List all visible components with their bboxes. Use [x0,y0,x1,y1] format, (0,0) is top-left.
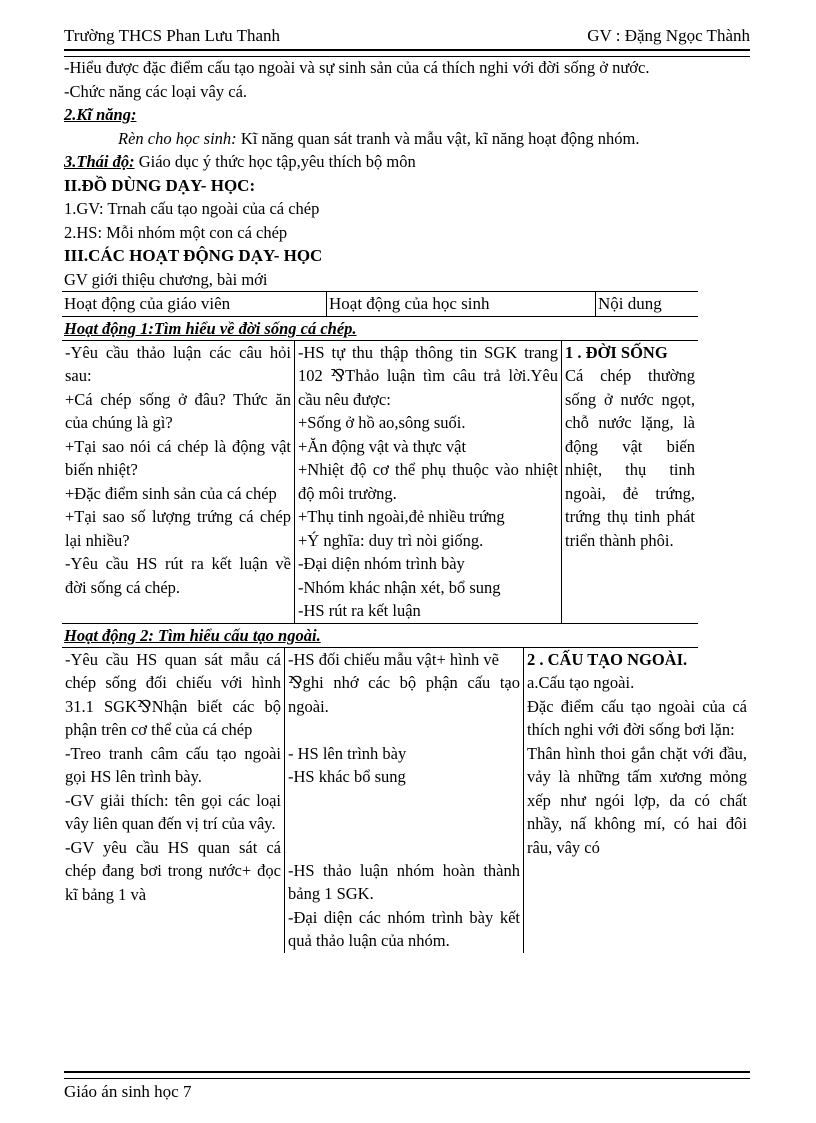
skills-text: Kĩ năng quan sát tranh và mẫu vật, kĩ năng hoạt động nhóm. [236,128,640,148]
student-line: +Thụ tinh ngoài,đẻ nhiều trứng [298,507,505,526]
student-line: ⅋ghi nhớ các bộ phận cấu tạo ngoài. [288,673,520,716]
skills-heading: 2.Kĩ năng: [64,105,137,124]
student-line [288,718,520,742]
content-title: 2 . CẤU TẠO NGOÀI. [527,649,688,669]
teacher-line: -Treo tranh câm cấu tạo ngoài gọi HS lên trình bày. [65,743,281,786]
activity2-student-cell [285,648,524,953]
equipment-gv: 1.GV: Trnah cấu tạo ngoài của cá chép [64,199,320,218]
student-line: +Ăn động vật và thực vật [298,436,467,456]
column-header-content: Nội dung [596,292,699,317]
student-line: +Ý nghĩa: duy trì nòi giống. [298,530,484,550]
knowledge-line: -Hiểu được đặc điểm cấu tạo ngoài và sự sinh sản của cá thích nghi với đời sống ở nước. [64,58,650,77]
page-footer: Giáo án sinh học 7 [64,1082,192,1101]
attitude-text: Giáo dục ý thức học tập,yêu thích bộ môn [134,152,416,171]
activity2-title: Hoạt động 2: Tìm hiểu cấu tạo ngoài. [62,624,698,648]
column-header-teacher: Hoạt động của giáo viên [62,292,327,317]
activity1-teacher-cell [62,341,295,624]
student-line: -HS tự thu thập thông tin SGK trang 102 ⅋Thảo luận tìm câu trả lời.Yêu cầu nêu được: [298,342,558,409]
student-line: -HS rút ra kết luận [298,601,421,620]
student-line: +Nhiệt độ cơ thể phụ thuộc vào nhiệt độ môi trường. [298,460,558,503]
activity1-content-cell [562,341,699,624]
teacher-name: GV : Đặng Ngọc Thành [587,26,750,45]
student-line: -HS đối chiếu mẫu vật+ hình vẽ [288,649,499,669]
student-line: -HS khác bổ sung [288,767,406,786]
content-text: Đặc điểm cấu tạo ngoài của cá thích nghi với đời sống bơi lặn: [527,696,747,739]
activities-intro: GV giới thiệu chương, bài mới [64,269,268,289]
document-body [64,56,750,953]
school-name: Trường THCS Phan Lưu Thanh [64,26,281,45]
skills-intro: Rèn cho học sinh: [118,128,237,148]
equipment-heading: II.ĐỒ DÙNG DẠY- HỌC: [64,175,256,195]
content-text: Cá chép thường sống ở nước ngọt, chỗ nước lặng, là động vật biến nhiệt, thụ tinh ngoài, đẻ trứng, trứng thụ tinh phát triển thành phôi. [565,366,695,550]
teacher-line: +Đặc điểm sinh sản của cá chép [65,483,277,503]
student-line: +Sống ở hồ ao,sông suối. [298,413,466,432]
teacher-line: +Tại sao số lượng trứng cá chép lại nhiều? [65,507,291,550]
student-line: - HS lên trình bày [288,743,407,763]
attitude-paragraph [64,150,750,174]
activity-table-header [62,291,698,317]
teacher-line: -GV giải thích: tên gọi các loại vây liên quan đến vị trí của vây. [65,790,281,833]
activities-heading: III.CÁC HOẠT ĐỘNG DẠY- HỌC [64,246,323,265]
column-header-student: Hoạt động của học sinh [327,292,596,317]
teacher-line: +Tại sao nói cá chép là động vật biến nhiệt? [65,436,291,479]
activity2-content-cell [524,648,751,953]
teacher-line: -GV yêu cầu HS quan sát cá chép đang bơi trong nước+ đọc kĩ bảng 1 và [65,837,281,904]
teacher-line: -Yêu cầu thảo luận các câu hỏi sau: [65,342,291,385]
activity1-student-cell [295,341,562,624]
activity1-title: Hoạt động 1:Tìm hiểu về đời sống cá chép. [62,317,698,341]
student-line: -Nhóm khác nhận xét, bổ sung [298,577,501,597]
teacher-line: -Yêu cầu HS rút ra kết luận về đời sống cá chép. [65,554,291,597]
student-line: -Đại diện nhóm trình bày [298,554,465,573]
equipment-hs: 2.HS: Mỗi nhóm một con cá chép [64,222,288,242]
activity2-table [62,648,750,953]
knowledge-line: -Chức năng các loại vây cá. [64,81,248,101]
skills-paragraph [64,127,750,151]
attitude-heading: 3.Thái độ: [64,152,135,171]
spacer [288,789,520,859]
activity1-table [62,341,698,624]
teacher-line: +Cá chép sống ở đâu? Thức ăn của chúng là gì? [65,389,291,432]
footer-rule [64,1071,750,1079]
content-title: 1 . ĐỜI SỐNG [565,342,668,362]
teacher-line: -Yêu cầu HS quan sát mẫu cá chép sống đối chiếu với hình 31.1 SGK⅋Nhận biết các bộ phận trên cơ thể của cá chép [65,649,281,739]
content-text: Thân hình thoi gắn chặt với đầu, vảy là những tấm xương mỏng xếp như ngói lợp, da có chất nhầy, nấ không mí, có hai đôi râu, vây có [527,743,747,857]
student-line: -HS thảo luận nhóm hoàn thành bảng 1 SGK. [288,860,520,903]
student-line: -Đại diện các nhóm trình bày kết quả thảo luận của nhóm. [288,907,520,950]
activity2-teacher-cell [62,648,285,953]
content-subtitle: a.Cấu tạo ngoài. [527,673,635,692]
